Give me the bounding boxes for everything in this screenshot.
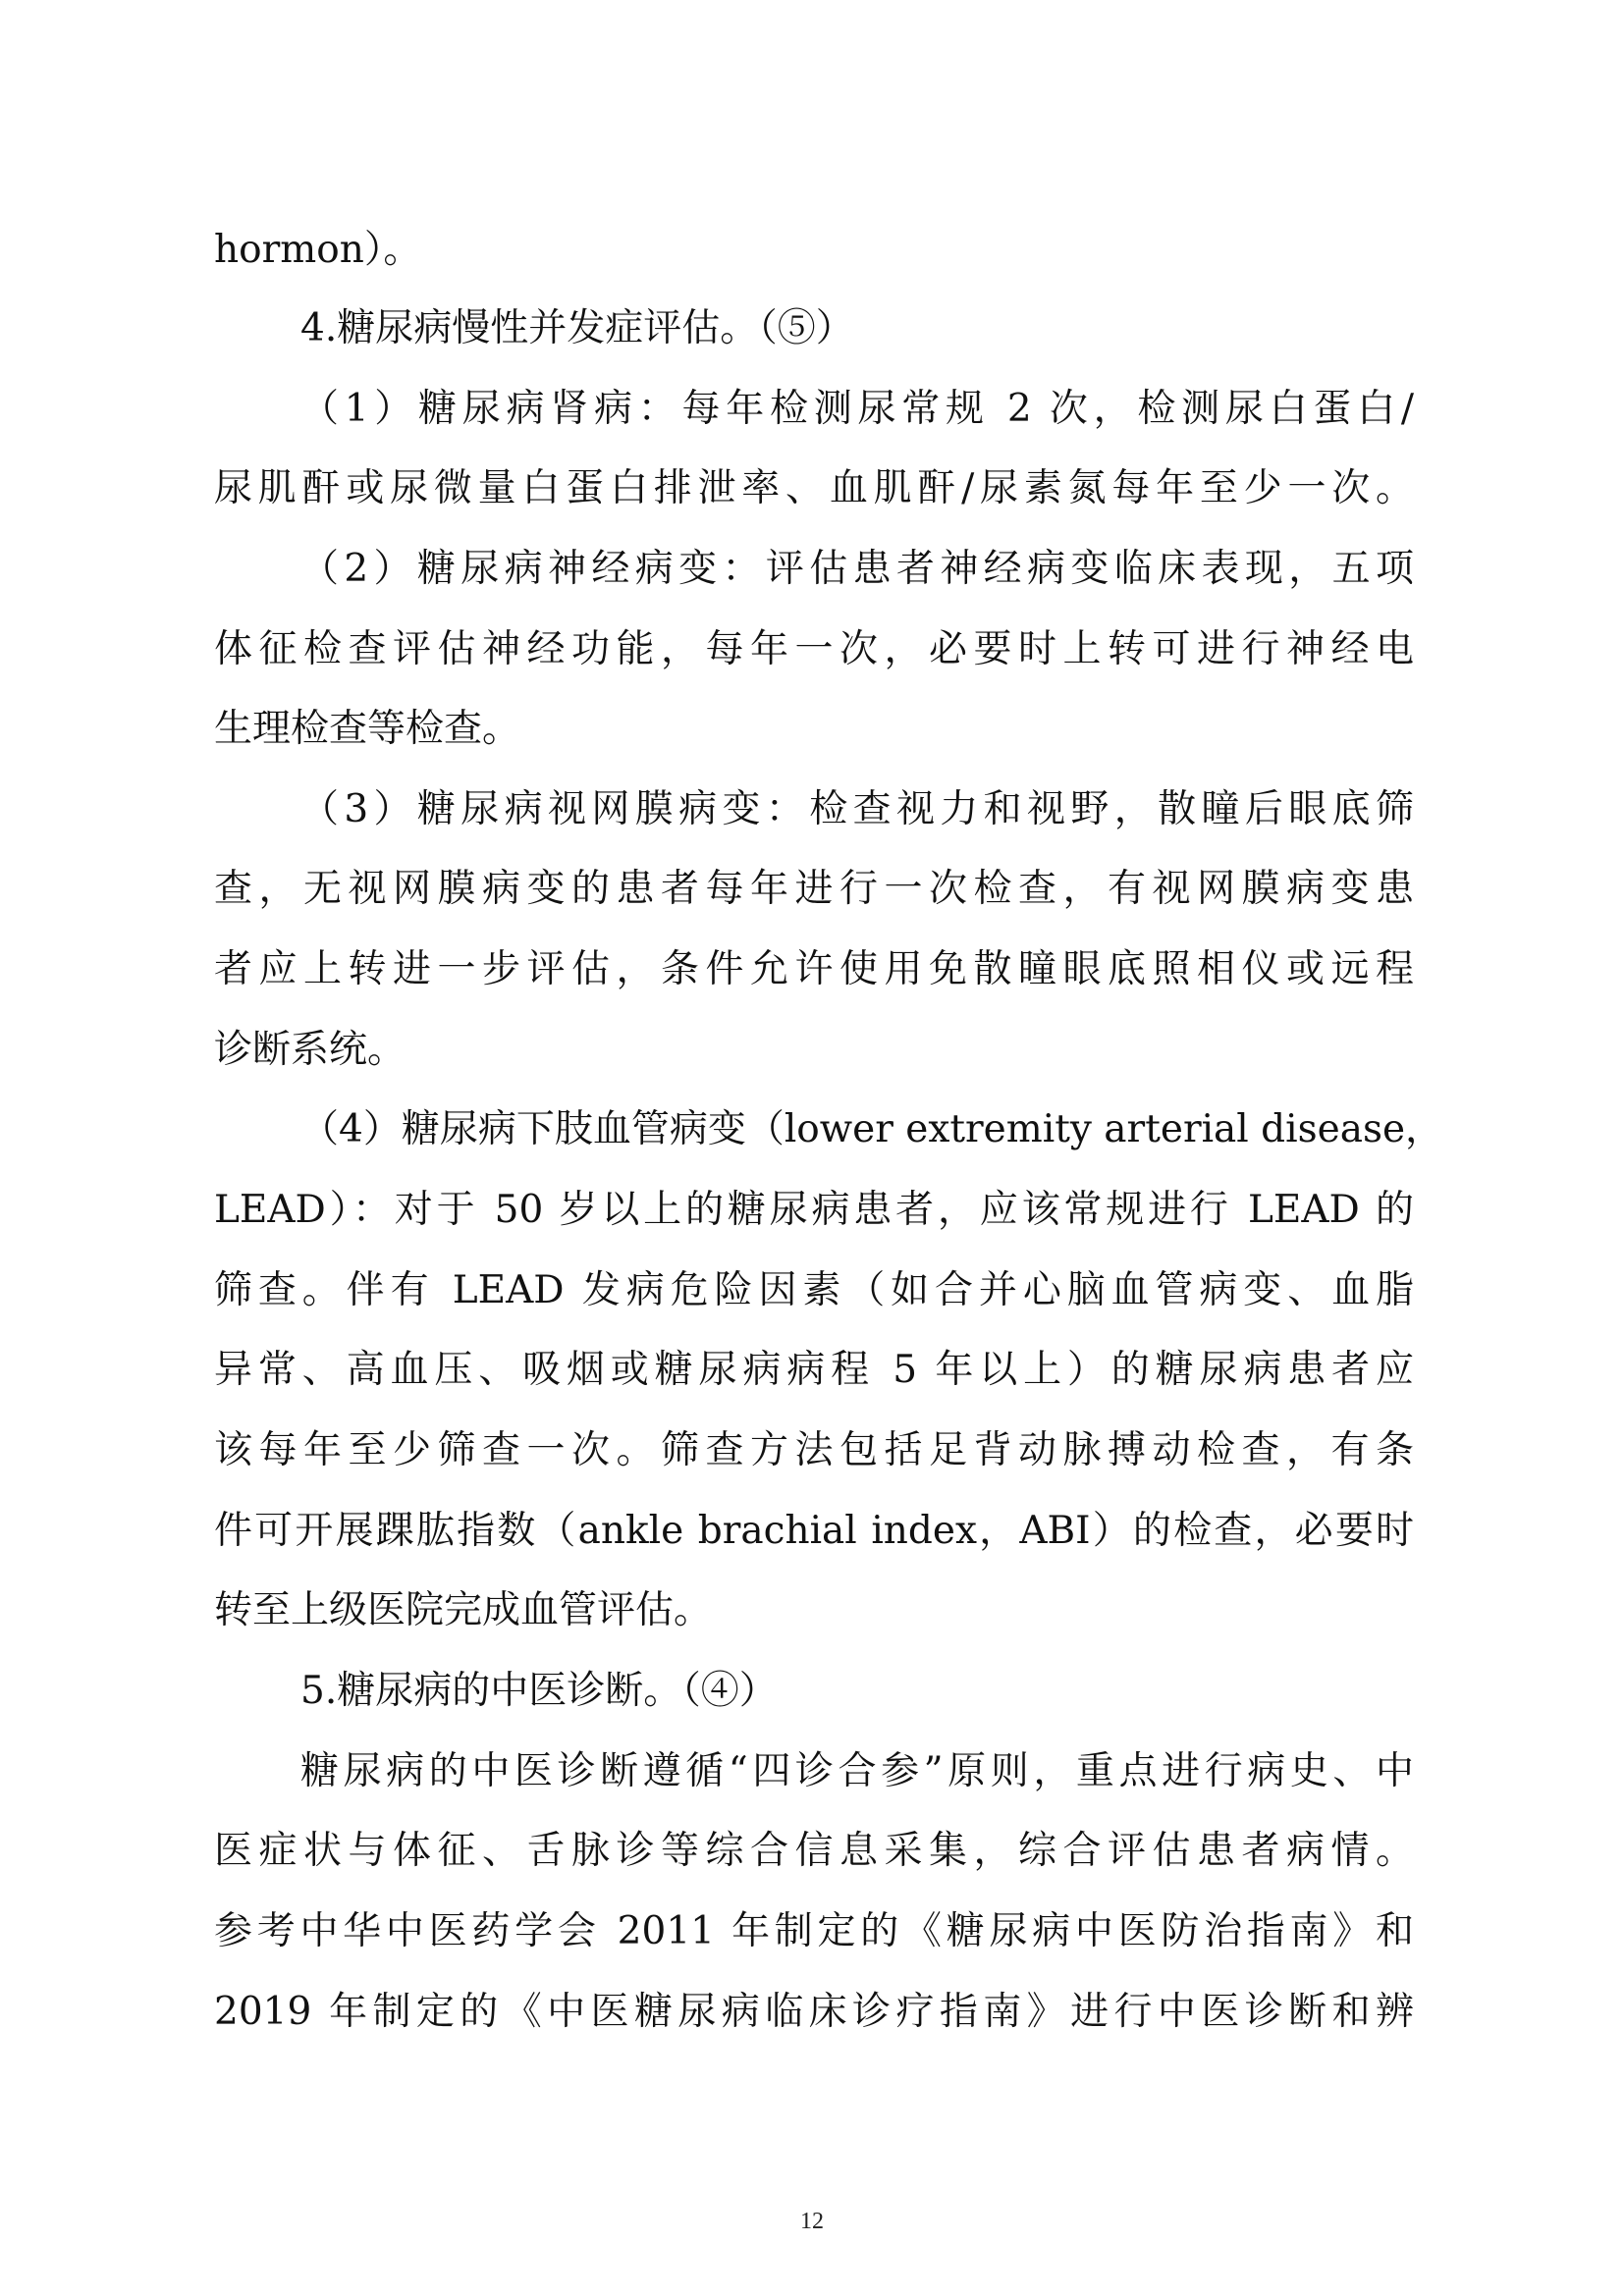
section-heading: 5.糖尿病的中医诊断。（④） xyxy=(300,1669,778,1713)
text-line: hormon）。 xyxy=(214,228,422,272)
text-line: 尿肌酐或尿微量白蛋白排泄率、血肌酐/尿素氮每年至少一次。 xyxy=(214,466,1414,510)
text-line: 筛查。伴有 LEAD 发病危险因素（如合并心脑血管病变、血脂 xyxy=(214,1268,1414,1312)
text-line: （3）糖尿病视网膜病变：检查视力和视野，散瞳后眼底筛 xyxy=(300,787,1414,831)
text-line: 体征检查评估神经功能，每年一次，必要时上转可进行神经电 xyxy=(214,627,1414,671)
text-line: 参考中华中医药学会 2011 年制定的《糖尿病中医防治指南》和 xyxy=(214,1909,1414,1953)
text-line: 2019 年制定的《中医糖尿病临床诊疗指南》进行中医诊断和辨 xyxy=(214,1990,1414,2034)
text-line: 者应上转进一步评估，条件允许使用免散瞳眼底照相仪或远程 xyxy=(214,947,1414,991)
text-line: 医症状与体征、舌脉诊等综合信息采集，综合评估患者病情。 xyxy=(214,1829,1414,1873)
text-line: LEAD）：对于 50 岁以上的糖尿病患者，应该常规进行 LEAD 的 xyxy=(214,1188,1414,1232)
text-line: 件可开展踝肱指数（ankle brachial index，ABI）的检查，必要时 xyxy=(214,1509,1414,1553)
page-number: 12 xyxy=(800,2209,824,2234)
section-heading: 4.糖尿病慢性并发症评估。（⑤） xyxy=(300,306,854,350)
text-line: （2）糖尿病神经病变：评估患者神经病变临床表现，五项 xyxy=(300,547,1414,591)
text-line: （1）糖尿病肾病：每年检测尿常规 2 次，检测尿白蛋白/ xyxy=(300,387,1414,431)
text-line: 生理检查等检查。 xyxy=(214,707,521,751)
text-line: 该每年至少筛查一次。筛查方法包括足背动脉搏动检查，有条 xyxy=(214,1428,1414,1472)
text-line: 异常、高血压、吸烟或糖尿病病程 5 年以上）的糖尿病患者应 xyxy=(214,1348,1414,1392)
text-line: 糖尿病的中医诊断遵循“四诊合参”原则，重点进行病史、中 xyxy=(300,1749,1414,1793)
text-line: （4）糖尿病下肢血管病变（lower extremity arterial disease， xyxy=(300,1107,1444,1151)
text-line: 转至上级医院完成血管评估。 xyxy=(214,1588,713,1632)
text-line: 诊断系统。 xyxy=(214,1028,406,1072)
text-line: 查，无视网膜病变的患者每年进行一次检查，有视网膜病变患 xyxy=(214,867,1414,911)
